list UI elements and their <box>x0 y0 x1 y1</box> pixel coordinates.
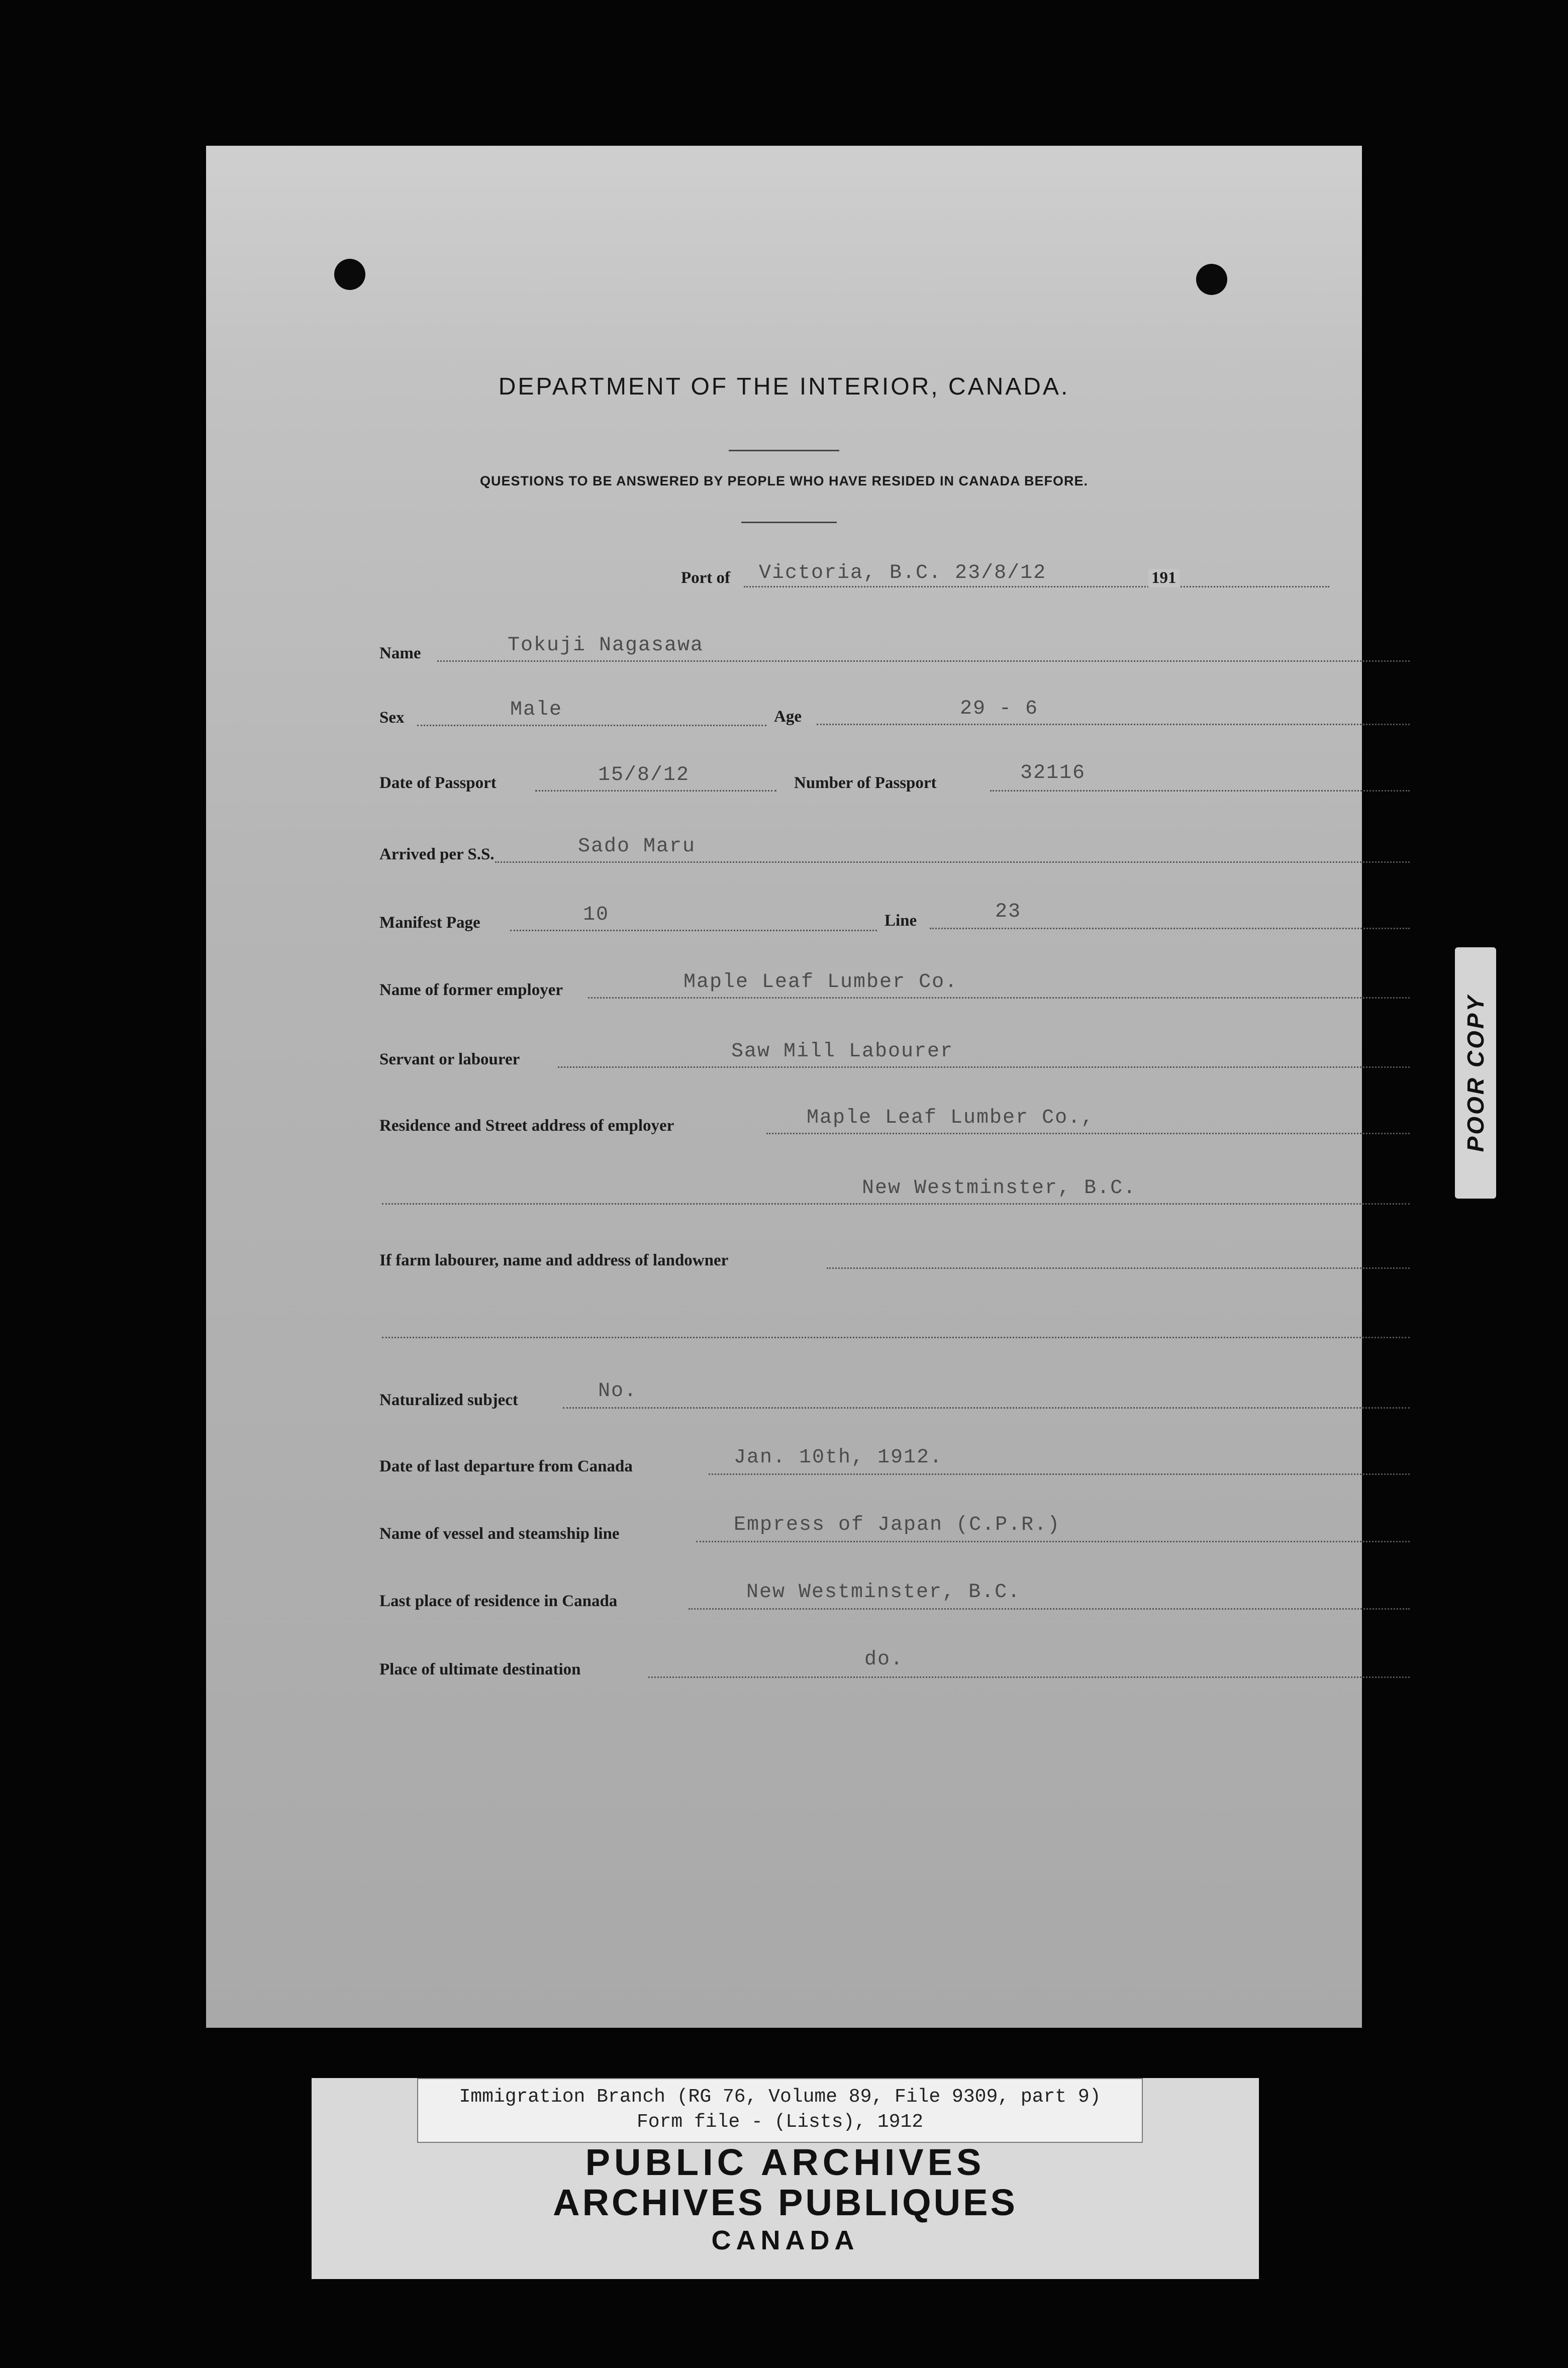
farm-labourer-line-2 <box>382 1337 1410 1338</box>
archives-publiques-text: ARCHIVES PUBLIQUES <box>553 2182 1018 2223</box>
last-departure-line <box>709 1473 1410 1475</box>
arrived-per-label: Arrived per S.S. <box>379 845 495 863</box>
archive-reference-line-1: Immigration Branch (RG 76, Volume 89, File 9309, part 9) <box>459 2086 1101 2108</box>
last-residence-value: New Westminster, B.C. <box>746 1581 1021 1604</box>
line-value: 23 <box>995 901 1022 923</box>
vessel-label: Name of vessel and steamship line <box>379 1525 620 1543</box>
archive-reference-line-2: Form file - (Lists), 1912 <box>636 2111 924 2133</box>
age-value: 29 - 6 <box>960 698 1039 720</box>
sex-line <box>417 725 766 726</box>
port-line <box>744 586 1329 587</box>
former-employer-label: Name of former employer <box>379 981 563 999</box>
servant-or-labourer-label: Servant or labourer <box>379 1050 520 1068</box>
immigration-form-sheet <box>206 146 1362 2028</box>
public-archives-text: PUBLIC ARCHIVES <box>585 2141 986 2183</box>
last-departure-label: Date of last departure from Canada <box>379 1457 633 1475</box>
destination-line <box>648 1676 1410 1678</box>
name-label: Name <box>379 644 421 662</box>
department-title: DEPARTMENT OF THE INTERIOR, CANADA. <box>498 373 1070 400</box>
public-archives-label <box>312 2078 1259 2279</box>
name-line <box>437 660 1410 662</box>
farm-labourer-line <box>827 1267 1410 1269</box>
servant-or-labourer-line <box>558 1066 1410 1068</box>
line-label: Line <box>885 912 917 930</box>
naturalized-label: Naturalized subject <box>379 1391 518 1409</box>
manifest-page-value: 10 <box>583 904 610 926</box>
age-line <box>817 724 1410 725</box>
number-of-passport-value: 32116 <box>1020 762 1086 784</box>
employer-address-label: Residence and Street address of employer <box>379 1117 674 1135</box>
year-suffix: 191 <box>1148 569 1180 587</box>
poor-copy-stamp <box>1455 947 1496 1199</box>
manifest-page-label: Manifest Page <box>379 914 480 932</box>
form-subtitle: QUESTIONS TO BE ANSWERED BY PEOPLE WHO HAVE RESIDED IN CANADA BEFORE. <box>479 473 1089 488</box>
last-residence-label: Last place of residence in Canada <box>379 1592 618 1610</box>
former-employer-value: Maple Leaf Lumber Co. <box>683 971 958 994</box>
name-value: Tokuji Nagasawa <box>508 634 704 657</box>
arrived-per-line <box>495 861 1410 863</box>
poor-copy-text: POOR COPY <box>1462 994 1489 1152</box>
sex-label: Sex <box>379 709 405 727</box>
title-rule-bottom <box>741 522 837 523</box>
date-of-passport-line <box>535 790 776 792</box>
naturalized-line <box>563 1407 1410 1409</box>
last-residence-line <box>689 1608 1410 1610</box>
arrived-per-value: Sado Maru <box>578 835 696 858</box>
archive-reference-strip <box>417 2078 1143 2143</box>
number-of-passport-line <box>990 790 1410 792</box>
title-rule-top <box>729 450 839 451</box>
employer-address-line <box>766 1133 1410 1134</box>
manifest-page-line <box>510 930 877 931</box>
canada-text: CANADA <box>711 2225 859 2255</box>
servant-or-labourer-value: Saw Mill Labourer <box>731 1040 954 1063</box>
port-label: Port of <box>681 569 731 587</box>
vessel-value: Empress of Japan (C.P.R.) <box>734 1514 1061 1536</box>
destination-value: do. <box>864 1648 904 1671</box>
port-value: Victoria, B.C. 23/8/12 <box>759 562 1047 584</box>
destination-label: Place of ultimate destination <box>379 1660 581 1679</box>
punch-hole-left <box>334 259 365 290</box>
date-of-passport-label: Date of Passport <box>379 774 497 792</box>
employer-address-line-2 <box>382 1203 1410 1205</box>
employer-address-value: Maple Leaf Lumber Co., <box>807 1107 1095 1129</box>
date-of-passport-value: 15/8/12 <box>598 764 690 786</box>
line-line <box>930 928 1410 929</box>
punch-hole-right <box>1196 264 1227 295</box>
former-employer-line <box>588 997 1410 999</box>
sex-value: Male <box>510 699 563 721</box>
farm-labourer-label: If farm labourer, name and address of landowner <box>379 1251 729 1269</box>
last-departure-value: Jan. 10th, 1912. <box>734 1446 943 1469</box>
age-label: Age <box>774 708 802 726</box>
number-of-passport-label: Number of Passport <box>794 774 937 792</box>
employer-address-value-2: New Westminster, B.C. <box>862 1177 1137 1200</box>
vessel-line <box>696 1541 1410 1542</box>
naturalized-value: No. <box>598 1380 638 1403</box>
